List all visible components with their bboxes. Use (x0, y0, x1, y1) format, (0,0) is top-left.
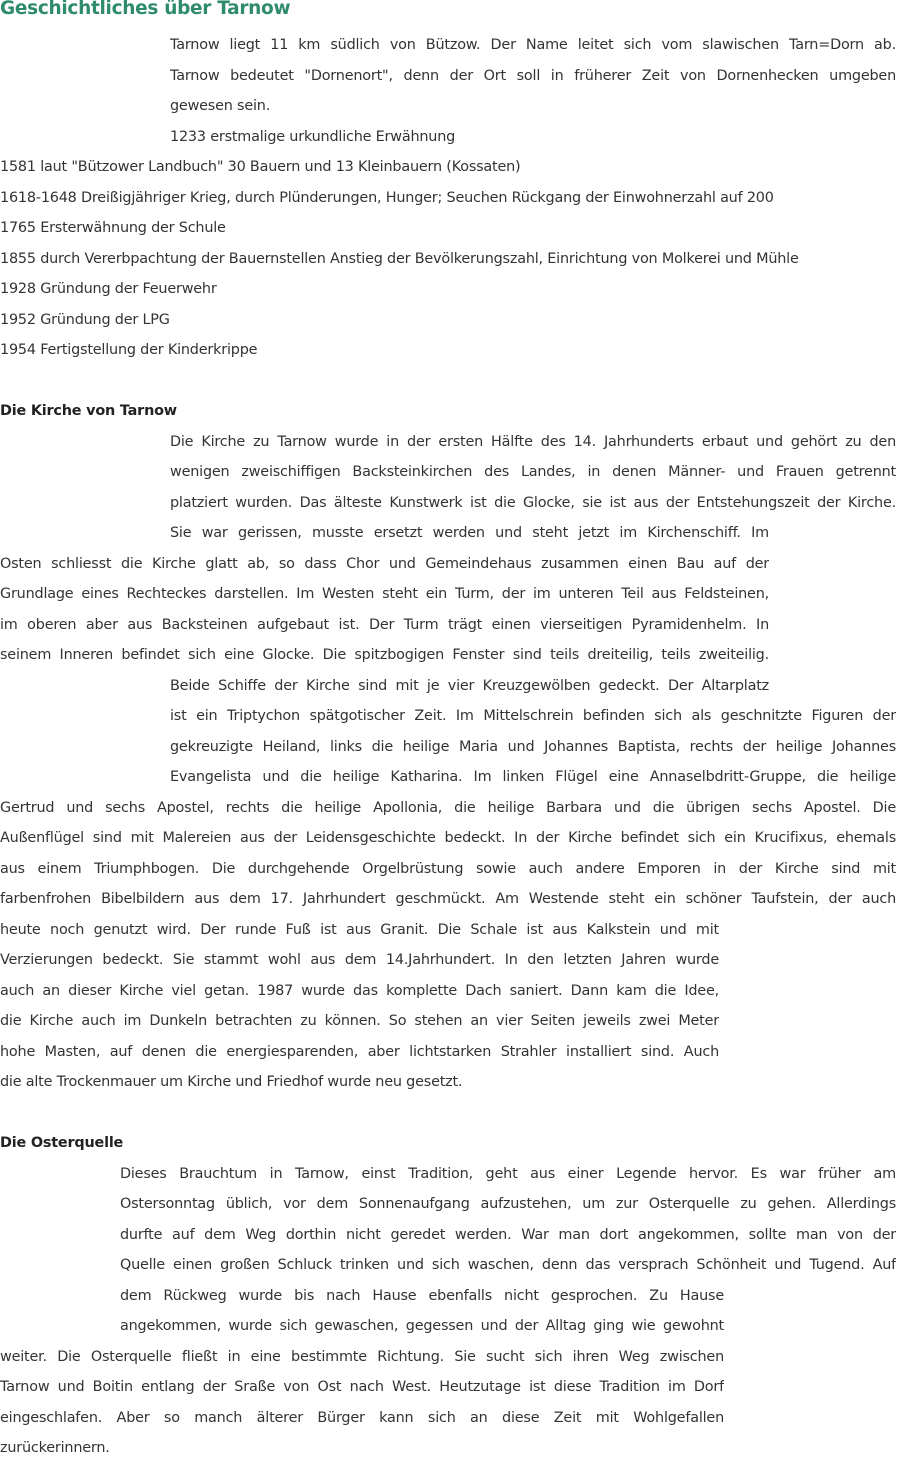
history-line: Tarnow bedeutet "Dornenort", denn der Ort soll in früherer Zeit von Dornenhecken umgeben (170, 67, 896, 84)
church-line: Gertrud und sechs Apostel, rechts die heilige Apollonia, die heilige Barbara und die übrigen sechs Apostel. Die (0, 799, 896, 816)
history-line: 1952 Gründung der LPG (0, 311, 170, 328)
easter-line: Dieses Brauchtum in Tarnow, einst Tradition, geht aus einer Legende hervor. Es war früher am (120, 1165, 896, 1182)
church-line: platziert wurden. Das älteste Kunstwerk ist die Glocke, sie ist aus der Entstehungszeit der Kirche. (170, 494, 896, 511)
easter-line: dem Rückweg wurde bis nach Hause ebenfalls nicht gesprochen. Zu Hause (120, 1287, 724, 1304)
church-line: im oberen aber aus Backsteinen aufgebaut ist. Der Turm trägt einen vierseitigen Pyramidenhelm. In (0, 616, 769, 633)
easter-line: Quelle einen großen Schluck trinken und sich waschen, denn das versprach Schönheit und Tugend. Auf (120, 1257, 896, 1273)
history-line: 1765 Ersterwähnung der Schule (0, 220, 226, 236)
history-line: Tarnow liegt 11 km südlich von Bützow. Der Name leitet sich vom slawischen Tarn=Dorn ab. (170, 37, 896, 53)
church-line: Osten schliesst die Kirche glatt ab, so dass Chor und Gemeindehaus zusammen einen Bau auf der (0, 555, 769, 572)
easter-line: weiter. Die Osterquelle fließt in eine bestimmte Richtung. Sie sucht sich ihren Weg zwischen (0, 1348, 724, 1365)
church-line: heute noch genutzt wird. Der runde Fuß ist aus Granit. Die Schale ist aus Kalkstein und mit (0, 921, 719, 938)
easter-line: zurückerinnern. (0, 1440, 110, 1456)
history-line: 1233 erstmalige urkundliche Erwähnung (170, 128, 456, 145)
church-line: Verzierungen bedeckt. Sie stammt wohl aus dem 14.Jahrhundert. In den letzten Jahren wurde (0, 952, 719, 968)
history-line: 1954 Fertigstellung der Kinderkrippe (0, 342, 258, 358)
church-line: die alte Trockenmauer um Kirche und Friedhof wurde neu gesetzt. (0, 1074, 463, 1090)
history-line: 1855 durch Vererbpachtung der Bauernstellen Anstieg der Bevölkerungszahl, Einrichtung von Molkerei und Mühle (0, 250, 799, 267)
church-line: die Kirche auch im Dunkeln betrachten zu können. So stehen an vier Seiten jeweils zwei Meter (0, 1013, 719, 1029)
church-line: ist ein Triptychon spätgotischer Zeit. Im Mittelschrein befinden sich als geschnitzte Figuren der (170, 708, 896, 724)
church-line: gekreuzigte Heiland, links die heilige Maria und Johannes Baptista, rechts der heilige Johannes (170, 738, 896, 755)
church-line: seinem Inneren befindet sich eine Glocke. Die spitzbogigen Fenster sind teils dreiteilig, teils zweiteilig. (0, 647, 769, 663)
easter-line: Ostersonntag üblich, vor dem Sonnenaufgang aufzustehen, um zur Osterquelle zu gehen. Allerdings (120, 1196, 896, 1212)
church-line: Die Kirche zu Tarnow wurde in der ersten Hälfte des 14. Jahrhunderts erbaut und gehört zu den (170, 433, 896, 450)
church-line: Evangelista und die heilige Katharina. Im linken Flügel eine Annaselbdritt-Gruppe, die heilige (170, 769, 896, 785)
church-line: Sie war gerissen, musste ersetzt werden und steht jetzt im Kirchenschiff. Im (170, 525, 769, 541)
church-line: Beide Schiffe der Kirche sind mit je vier Kreuzgewölben gedeckt. Der Altarplatz (170, 677, 769, 694)
church-line: auch an dieser Kirche viel getan. 1987 wurde das komplette Dach saniert. Dann kam die Idee, (0, 982, 719, 999)
church-line: Grundlage eines Rechteckes darstellen. Im Westen steht ein Turm, der im unteren Teil aus Feldsteinen, (0, 586, 769, 602)
page-title: Geschichtliches über Tarnow (0, 0, 291, 19)
easter-line: durfte auf dem Weg dorthin nicht geredet werden. War man dort angekommen, sollte man von der (120, 1226, 896, 1243)
church-line: wenigen zweischiffigen Backsteinkirchen des Landes, in denen Männer- und Frauen getrennt (170, 464, 896, 480)
history-line: 1581 laut "Bützower Landbuch" 30 Bauern und 13 Kleinbauern (Kossaten) (0, 159, 521, 175)
easter-line: angekommen, wurde sich gewaschen, gegessen und der Alltag ging wie gewohnt (120, 1318, 724, 1334)
easter-line: eingeschlafen. Aber so manch älterer Bürger kann sich an diese Zeit mit Wohlgefallen (0, 1409, 724, 1426)
church-line: farbenfrohen Bibelbildern aus dem 17. Jahrhundert geschmückt. Am Westende steht ein schöner Taufstein, der auch (0, 891, 896, 907)
church-line: hohe Masten, auf denen die energiesparenden, aber lichtstarken Strahler installiert sind. Auch (0, 1043, 719, 1060)
church-line: Außenflügel sind mit Malereien aus der Leidensgeschichte bedeckt. In der Kirche befindet sich ein Krucifixus, ehemals (0, 830, 896, 846)
section-heading-church: Die Kirche von Tarnow (0, 403, 177, 419)
history-line: 1928 Gründung der Feuerwehr (0, 281, 217, 297)
church-line: aus einem Triumphbogen. Die durchgehende Orgelbrüstung sowie auch andere Emporen in der Kirche sind mit (0, 860, 896, 877)
history-line: gewesen sein. (170, 98, 271, 114)
history-line: 1618-1648 Dreißigjähriger Krieg, durch Plünderungen, Hunger; Seuchen Rückgang der Einwohnerzahl auf 200 (0, 189, 774, 206)
easter-line: Tarnow und Boitin entlang der Sraße von Ost nach West. Heutzutage ist diese Tradition im Dorf (0, 1379, 724, 1395)
section-heading-osterquelle: Die Osterquelle (0, 1135, 124, 1151)
